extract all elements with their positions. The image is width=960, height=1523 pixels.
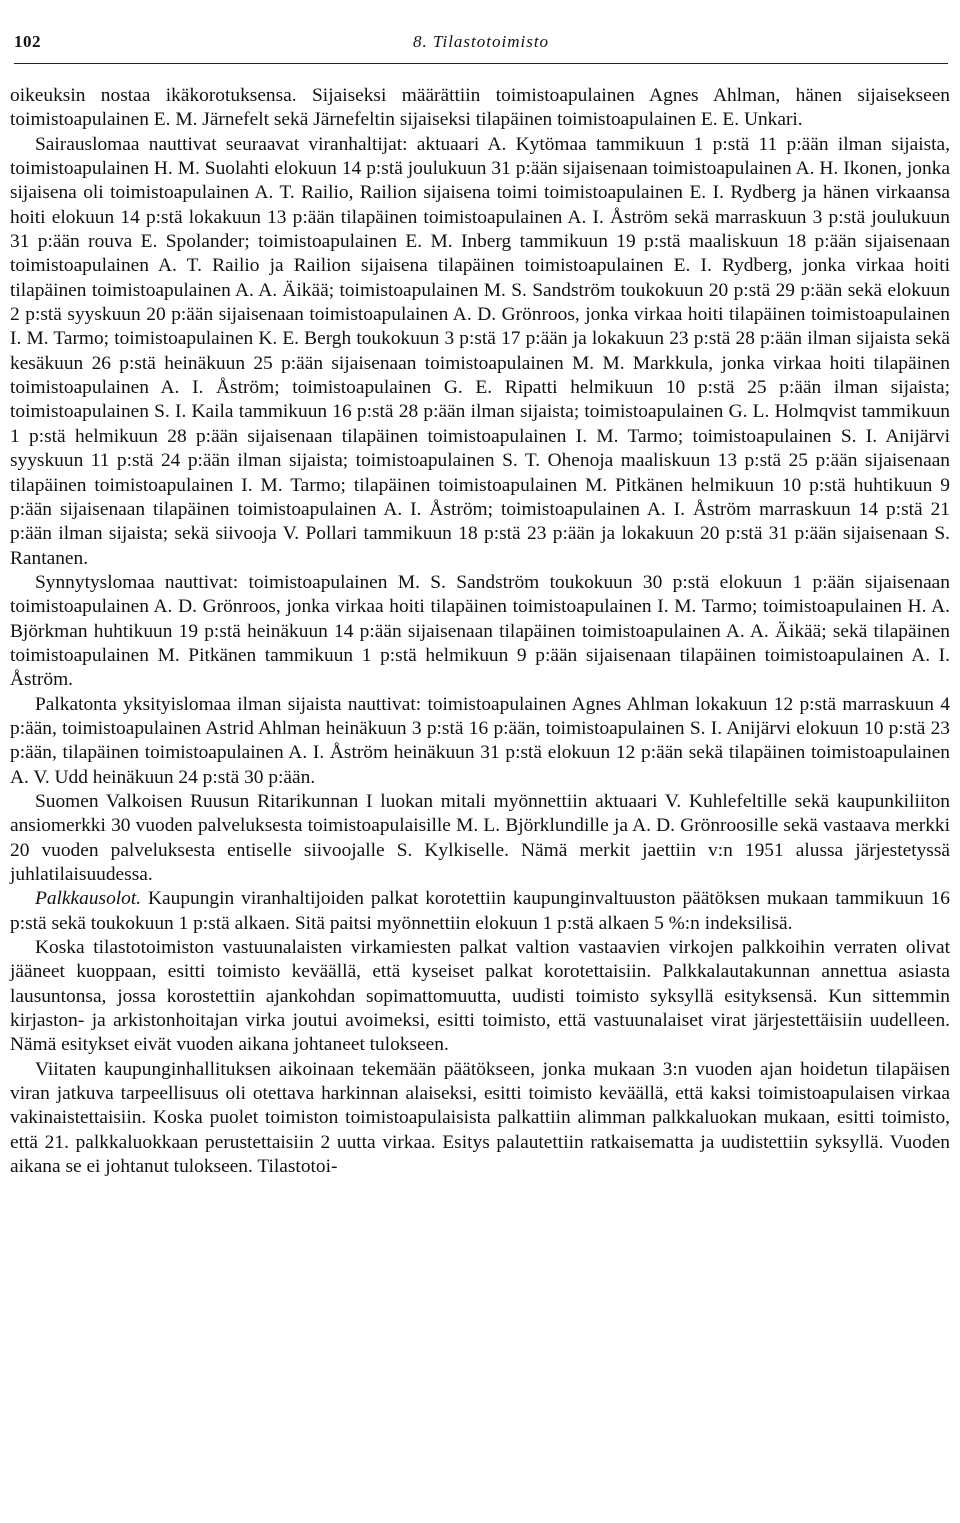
- paragraph-unpaid-leave: Palkatonta yksityislomaa ilman sijaista nauttivat: toimistoapulainen Agnes Ahlman lokakuun 12 p:stä marraskuun 4 p:ään, toimistoapulainen Astrid Ahlman heinäkuun 3 p:stä 16 p:ään, toimistoapulainen S. I. Anijärvi elokuun 10 p:stä 23 p:ään, tilapäinen toimistoapulainen A. I. Åström heinäkuun 31 p:stä elokuun 12 p:ään sekä tilapäinen toimistoapulainen A. V. Udd heinäkuun 24 p:stä 30 p:ään.: [10, 693, 950, 788]
- body-text: [10, 84, 950, 1179]
- paragraph-salary-proposals: Koska tilastotoimiston vastuunalaisten virkamiesten palkat valtion vastaavien virkojen palkkoihin verraten olivat jääneet kuoppaan, esitti toimisto keväällä, että kyseiset palkat korotettaisiin. Palkkalautakunnan annettua asiasta lausuntonsa, jossa korostettiin ajankohdan sopimattomuutta, uudisti toimisto syksyllä esityksensä. Kun sittemmin kirjaston- ja arkistonhoitajan virka joutui avoimeksi, esitti toimisto, että vastuunalaiset virat järjestettäisiin uudelleen. Nämä esitykset eivät vuoden aikana johtaneet tulokseen.: [10, 937, 950, 1056]
- paragraph-substitutes: oikeuksin nostaa ikäkorotuksensa. Sijaiseksi määrättiin toimistoapulainen Agnes Ahlman, hänen sijaisekseen toimistoapulainen E. M. Järnefelt sekä Järnefeltin sijaiseksi tilapäinen toimistoapulainen E. E. Unkari.: [10, 85, 950, 131]
- section-title: 8. Tilastotoimisto: [412, 32, 550, 51]
- salaries-heading: Palkkausolot.: [35, 888, 142, 910]
- paragraph-sick-leave: Sairauslomaa nauttivat seuraavat viranhaltijat: aktuaari A. Kytömaa tammikuun 1 p:stä 11 p:ään ilman sijaista, toimistoapulainen H. M. Suolahti elokuun 14 p:stä joulukuun 31 p:ään sijaisenaan toimistoapulainen A. H. Ikonen, jonka sijaisena oli toimistoapulainen A. T. Railio, Railion sijaisena toimi toimistoapulainen E. I. Rydberg ja hänen virkaansa hoiti elokuun 14 p:stä lokakuun 13 p:ään tilapäinen toimistoapulainen A. I. Åström sekä marraskuun 3 p:stä joulukuun 31 p:ään rouva E. Spolander; toimistoapulainen E. M. Inberg tammikuun 19 p:stä maaliskuun 18 p:ään sijaisenaan toimistoapulainen A. T. Railio ja Railion sijaisena tilapäinen toimistoapulainen E. I. Rydberg, jonka virkaa hoiti tilapäinen toimistoapulainen A. A. Äikää; toimistoapulainen M. S. Sandström toukokuun 20 p:stä 29 p:ään sekä elokuun 2 p:stä syyskuun 20 p:ään sijaisenaan toimistoapulainen A. D. Grönroos, jonka virkaa hoiti tilapäinen toimistoapulainen I. M. Tarmo; toimistoapulainen K. E. Bergh toukokuun 3 p:stä 17 p:ään ja lokakuun 23 p:stä 28 p:ään ilman sijaista sekä kesäkuun 26 p:stä heinäkuun 25 p:ään sijaisenaan toimistoapulainen M. M. Markkula, jonka virkaa hoiti tilapäinen toimistoapulainen A. I. Åström; toimistoapulainen G. E. Ripatti helmikuun 10 p:stä 25 p:ään ilman sijaista; toimistoapulainen S. I. Kaila tammikuun 16 p:stä 28 p:ään ilman sijaista; toimistoapulainen G. L. Holmqvist tammikuun 1 p:stä helmikuun 28 p:ään sijaisenaan tilapäinen toimistoapulainen I. M. Tarmo; toimistoapulainen S. I. Anijärvi syyskuun 11 p:stä 24 p:ään ilman sijaista; toimistoapulainen S. T. Ohenoja maaliskuun 13 p:stä 25 p:ään sijaisenaan tilapäinen toimistoapulainen I. M. Tarmo; tilapäinen toimistoapulainen M. Pitkänen helmikuun 10 p:stä huhtikuun 9 p:ään sijaisenaan tilapäinen toimistoapulainen A. I. Åström; toimistoapulainen A. I. Åström marraskuun 14 p:stä 21 p:ään ilman sijaista; sekä siivooja V. Pollari tammikuun 18 p:stä 23 p:ään ja lokakuun 20 p:stä 31 p:ään sijaisenaan S. Rantanen.: [10, 133, 950, 569]
- salaries-text: Kaupungin viranhaltijoiden palkat korotettiin kaupunginvaltuuston päätöksen mukaan tammikuun 16 p:stä sekä toukokuun 1 p:stä alkaen. Sitä paitsi myönnettiin elokuun 1 p:stä alkaen 5 %:n indeksilisä.: [10, 888, 950, 934]
- paragraph-permanent-posts: Viitaten kaupunginhallituksen aikoinaan tekemään päätökseen, jonka mukaan 3:n vuoden ajan hoidetun tilapäisen viran jatkuva tarpeellisuus oli otettava harkinnan alaiseksi, esitti toimisto keväällä, että kaksi toimistoapulaisen virkaa vakinaistettaisiin. Koska puolet toimiston toimistoapulaisista palkattiin alimman palkkaluokan mukaan, esitti toimisto, että 21. palkkaluokkaan perustettaisiin 2 uutta virkaa. Esitys palautettiin ratkaisematta ja uudistettiin syksyllä. Vuoden aikana se ei johtanut tulokseen. Tilastotoi-: [10, 1058, 950, 1178]
- header-rule: [14, 63, 948, 64]
- paragraph-decorations: Suomen Valkoisen Ruusun Ritarikunnan I luokan mitali myönnettiin aktuaari V. Kuhlefeltille sekä kaupunkiliiton ansiomerkki 30 vuoden palveluksesta toimistoapulaisille M. L. Björklundille ja A. D. Grönroosille sekä vastaava merkki 20 vuoden palveluksesta entiselle siivoojalle S. Kylkiselle. Nämä merkit jaettiin v:n 1951 alussa järjestetyssä juhlatilaisuudessa.: [10, 790, 950, 885]
- paragraph-maternity-leave: Synnytyslomaa nauttivat: toimistoapulainen M. S. Sandström toukokuun 30 p:stä elokuun 1 p:ään sijaisenaan toimistoapulainen A. D. Grönroos, jonka virkaa hoiti tilapäinen toimistoapulainen I. M. Tarmo; toimistoapulainen H. A. Björkman huhtikuun 19 p:stä heinäkuun 14 p:ään sijaisenaan tilapäinen toimistoapulainen A. A. Äikää; sekä tilapäinen toimistoapulainen M. Pitkänen tammikuun 1 p:stä helmikuun 9 p:ään sijaisenaan tilapäinen toimistoapulainen A. I. Åström.: [10, 571, 950, 691]
- page-number: 102: [14, 32, 41, 51]
- paragraph-salaries: [10, 887, 950, 936]
- running-header: [14, 32, 948, 56]
